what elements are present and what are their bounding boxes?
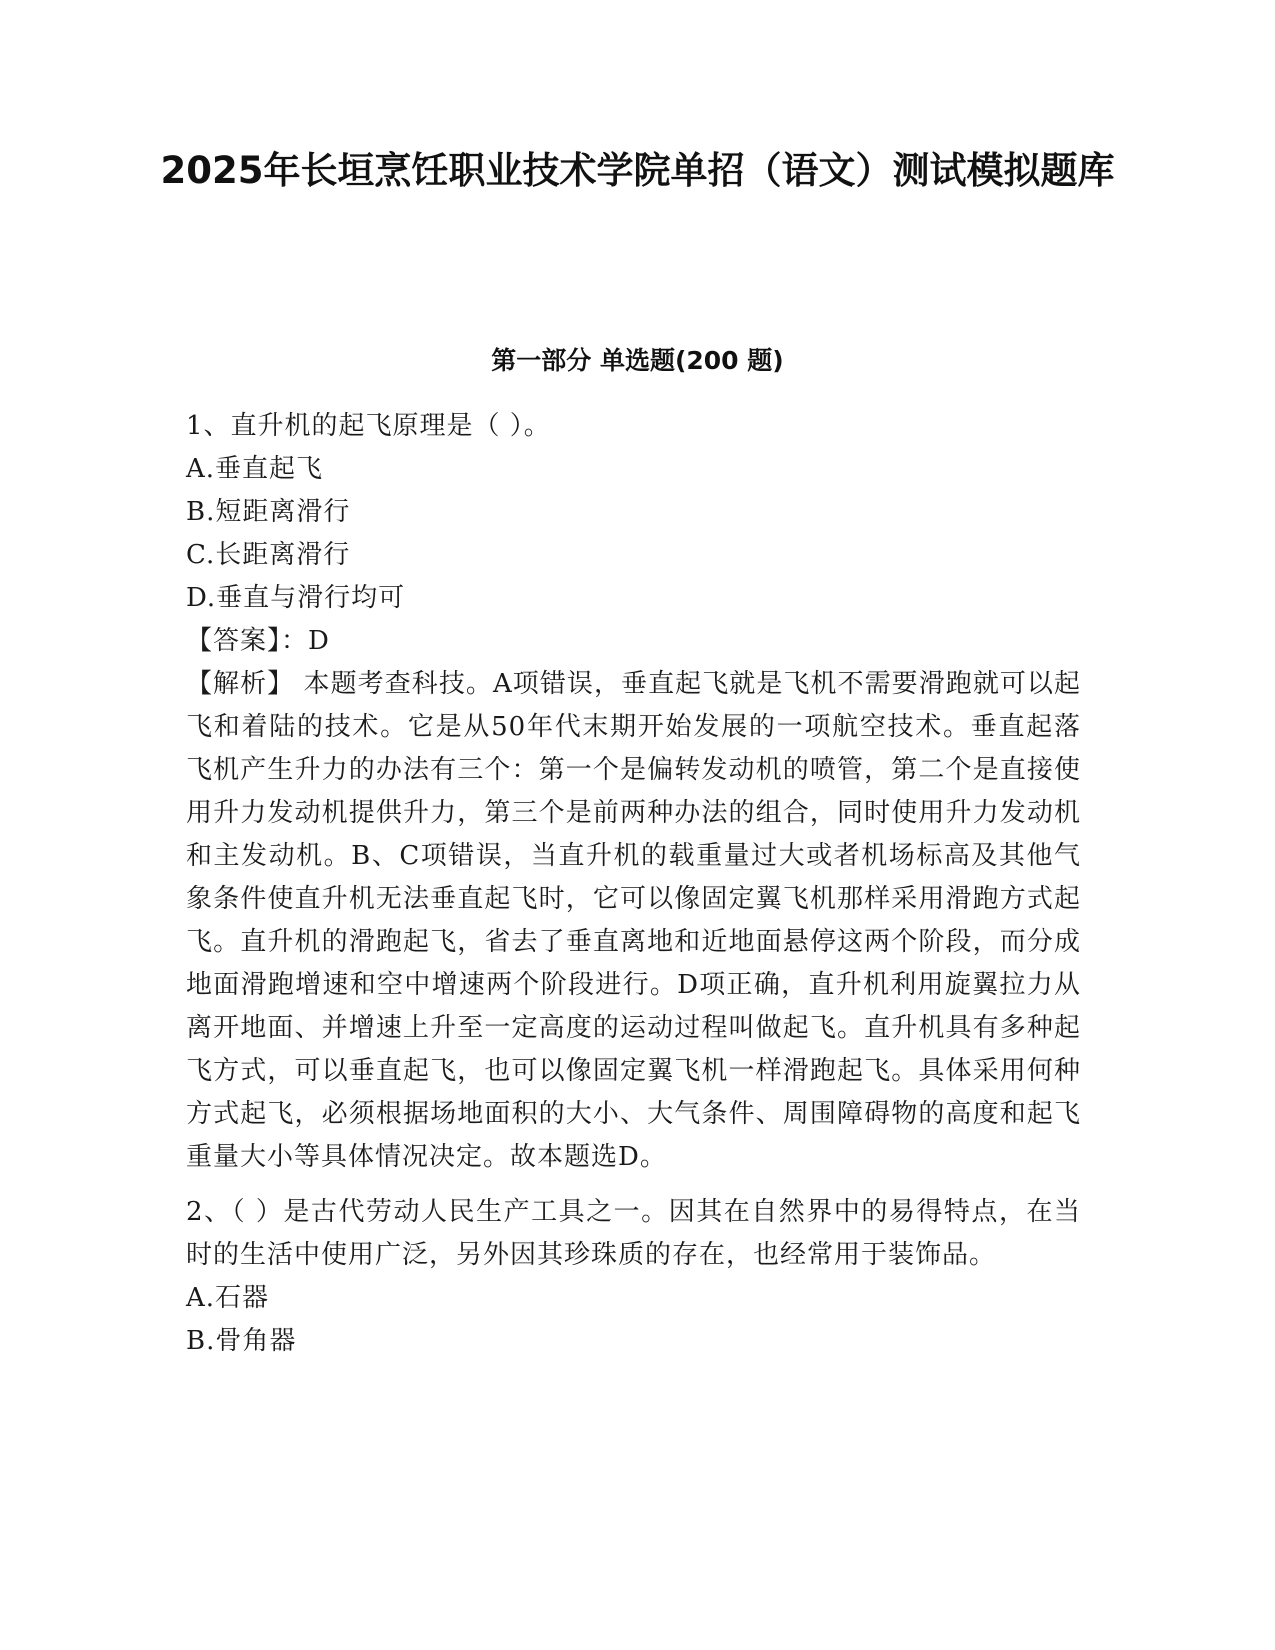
question-spacer	[186, 1179, 1081, 1191]
option-c: C.长距离滑行	[186, 540, 351, 570]
question-stem: 2、（ ）是古代劳动人民生产工具之一。因其在自然界中的易得特点，在当时的生活中使用广泛，另外因其珍珠质的存在，也经常用于装饰品。	[186, 1197, 1081, 1270]
option-b: B.骨角器	[186, 1326, 297, 1356]
option-d: D.垂直与滑行均可	[186, 583, 406, 613]
answer-line: 【答案】：D	[186, 626, 330, 656]
question-2	[186, 1191, 1081, 1363]
option-a: A.垂直起飞	[186, 454, 324, 484]
analysis-paragraph: 【解析】 本题考查科技。A项错误，垂直起飞就是飞机不需要滑跑就可以起飞和着陆的技术。它是从50年代末期开始发展的一项航空技术。垂直起落飞机产生升力的办法有三个：第一个是偏转发动机的喷管，第二个是直接使用升力发动机提供升力，第三个是前两种办法的组合，同时使用升力发动机和主发动机。B、C项错误，当直升机的载重量过大或者机场标高及其他气象条件使直升机无法垂直起飞时，它可以像固定翼飞机那样采用滑跑方式起飞。直升机的滑跑起飞，省去了垂直离地和近地面悬停这两个阶段，而分成地面滑跑增速和空中增速两个阶段进行。D项正确，直升机利用旋翼拉力从离开地面、并增速上升至一定高度的运动过程叫做起飞。直升机具有多种起飞方式，可以垂直起飞，也可以像固定翼飞机一样滑跑起飞。具体采用何种方式起飞，必须根据场地面积的大小、大气条件、周围障碍物的高度和起飞重量大小等具体情况决定。故本题选D。	[186, 669, 1081, 1172]
question-stem: 1、直升机的起飞原理是（ ）。	[186, 411, 551, 441]
section-heading: 第一部分 单选题(200 题)	[491, 346, 784, 375]
question-list	[186, 405, 1081, 1363]
option-a: A.石器	[186, 1283, 270, 1313]
option-b: B.短距离滑行	[186, 497, 351, 527]
question-1	[186, 405, 1081, 1179]
document-title: 2025年长垣烹饪职业技术学院单招（语文）测试模拟题库	[160, 149, 1115, 192]
